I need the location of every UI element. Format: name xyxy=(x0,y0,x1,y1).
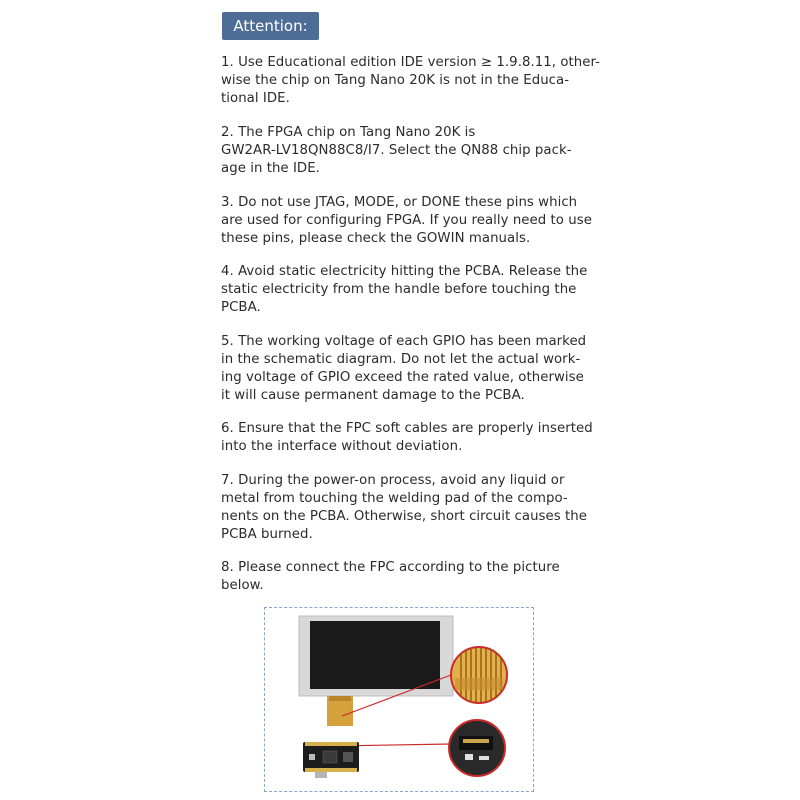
note-4-line-3: PCBA. xyxy=(221,300,261,315)
note-7-line-1: 7. During the power-on process, avoid any liquid or xyxy=(221,473,565,488)
note-5 xyxy=(221,333,586,405)
note-2-line-1: 2. The FPGA chip on Tang Nano 20K is xyxy=(221,125,476,140)
note-1-line-3: tional IDE. xyxy=(221,91,290,106)
note-6 xyxy=(221,420,593,456)
note-7-line-3: nents on the PCBA. Otherwise, short circuit causes the xyxy=(221,509,587,524)
note-6-line-2: into the interface without deviation. xyxy=(221,439,463,454)
note-1-line-1: 1. Use Educational edition IDE version ≥ 1.9.8.11, other- xyxy=(221,55,600,70)
note-2 xyxy=(221,124,586,178)
lcd-screen xyxy=(310,621,440,689)
note-3-line-2: are used for configuring FPGA. If you really need to use xyxy=(221,213,592,228)
zoom-fpc-pins xyxy=(451,647,507,703)
zoom-connector xyxy=(449,720,505,776)
attention-heading: Attention: xyxy=(222,12,319,40)
note-2-line-2: GW2AR-LV18QN88C8/I7. Select the QN88 chip pack- xyxy=(221,143,572,158)
note-7-line-4: PCBA burned. xyxy=(221,527,313,542)
fpc-stiffener xyxy=(329,696,351,701)
note-8 xyxy=(221,559,586,595)
note-3-line-1: 3. Do not use JTAG, MODE, or DONE these pins which xyxy=(221,195,578,210)
note-5-line-2: in the schematic diagram. Do not let the actual work- xyxy=(221,352,581,367)
note-8-line-1: 8. Please connect the FPC according to the picture xyxy=(221,560,560,575)
note-1-line-2: wise the chip on Tang Nano 20K is not in the Educa- xyxy=(221,73,570,88)
note-4-line-1: 4. Avoid static electricity hitting the PCBA. Release the xyxy=(221,264,588,279)
note-4 xyxy=(221,263,586,317)
note-3 xyxy=(221,194,592,248)
note-4-line-2: static electricity from the handle before touching the xyxy=(221,282,577,297)
note-5-line-3: ing voltage of GPIO exceed the rated value, otherwise xyxy=(221,370,584,385)
fpc-connection-figure xyxy=(264,607,534,792)
note-7 xyxy=(221,472,586,544)
note-2-line-3: age in the IDE. xyxy=(221,161,320,176)
note-8-line-2: below. xyxy=(221,578,264,593)
note-7-line-2: metal from touching the welding pad of the compo- xyxy=(221,491,568,506)
fpc-illustration xyxy=(265,608,533,791)
note-1 xyxy=(221,54,600,108)
note-6-line-1: 6. Ensure that the FPC soft cables are properly inserted xyxy=(221,421,593,436)
note-5-line-4: it will cause permanent damage to the PCBA. xyxy=(221,388,525,403)
tang-nano-board xyxy=(303,742,359,778)
note-5-line-1: 5. The working voltage of each GPIO has been marked xyxy=(221,334,587,349)
note-3-line-3: these pins, please check the GOWIN manuals. xyxy=(221,231,531,246)
